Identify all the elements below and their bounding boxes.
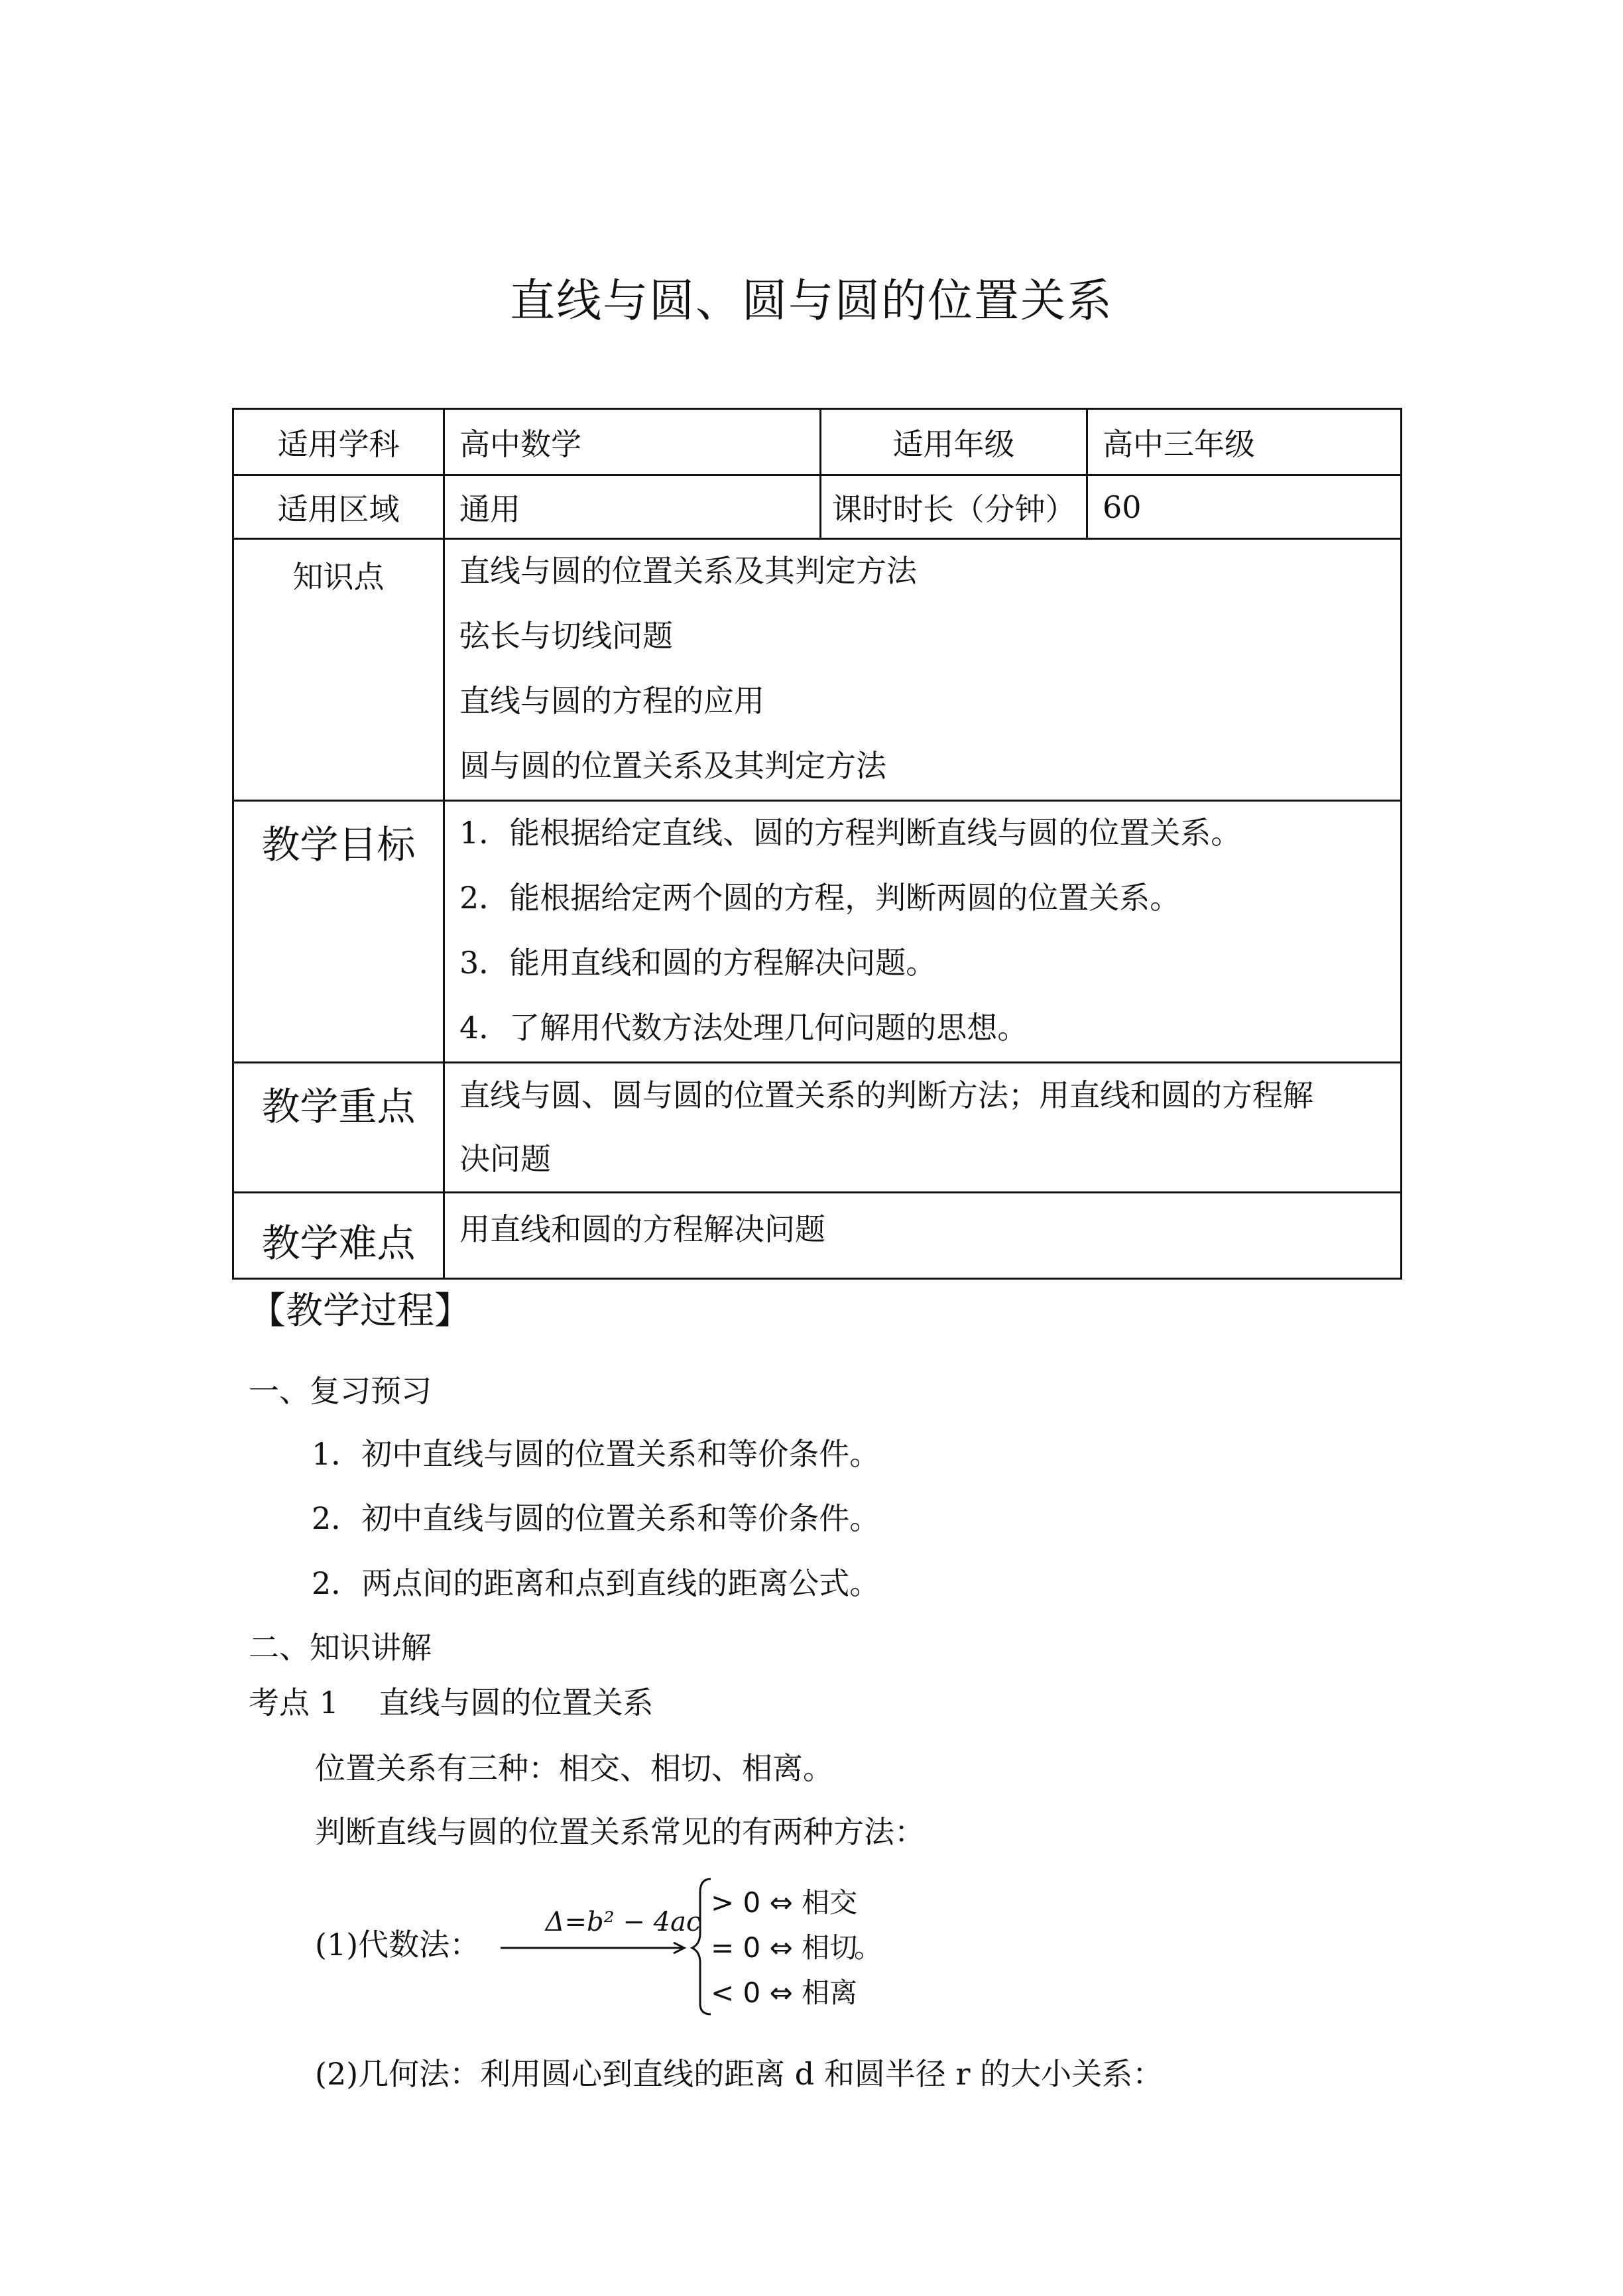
knowledge-item: 直线与圆的位置关系及其判定方法 — [459, 553, 917, 589]
section-knowledge: 二、知识讲解 — [249, 1630, 432, 1665]
region-value: 通用 — [444, 475, 821, 539]
region-label: 适用区域 — [233, 475, 444, 539]
duration-label: 课时时长（分钟） — [821, 475, 1087, 539]
formula-period: 。 — [854, 1931, 882, 1964]
review-item: 2．初中直线与圆的位置关系和等价条件。 — [312, 1500, 880, 1536]
arrow-label: Δ=b² − 4ac — [545, 1907, 701, 1937]
subject-label: 适用学科 — [233, 409, 444, 475]
goal-item: 4．了解用代数方法处理几何问题的思想。 — [459, 1010, 1028, 1046]
discriminant-formula — [491, 1870, 915, 2016]
method2-paragraph: (2)几何法：利用圆心到直线的距离 d 和圆半径 r 的大小关系： — [315, 2056, 1164, 2092]
case-separate: < 0 ⇔ 相离 — [711, 1976, 858, 2009]
case-tangent: = 0 ⇔ 相切 — [711, 1931, 858, 1964]
difficulty-value: 用直线和圆的方程解决问题 — [444, 1193, 1402, 1279]
left-brace — [692, 1879, 711, 2014]
key-points — [444, 1063, 1402, 1193]
grade-value: 高中三年级 — [1087, 409, 1402, 475]
goal-item: 1．能根据给定直线、圆的方程判断直线与圆的位置关系。 — [459, 815, 1242, 851]
difficulty-label: 教学难点 — [233, 1193, 444, 1279]
subject-value: 高中数学 — [444, 409, 821, 475]
duration-value: 60 — [1087, 475, 1402, 539]
page-title: 直线与圆、圆与圆的位置关系 — [509, 275, 1113, 328]
goals-label: 教学目标 — [233, 801, 444, 1063]
knowledge-item: 弦长与切线问题 — [459, 618, 673, 654]
method1-label: (1)代数法： — [315, 1927, 481, 1963]
teaching-goals — [444, 801, 1402, 1063]
key-line: 决问题 — [459, 1141, 551, 1177]
knowledge-points — [444, 539, 1402, 801]
key-label: 教学重点 — [233, 1063, 444, 1193]
review-item: 1．初中直线与圆的位置关系和等价条件。 — [312, 1436, 880, 1472]
paragraph: 判断直线与圆的位置关系常见的有两种方法： — [315, 1814, 925, 1850]
goal-item: 3．能用直线和圆的方程解决问题。 — [459, 945, 937, 981]
knowledge-item: 直线与圆的方程的应用 — [459, 683, 764, 719]
review-item: 2．两点间的距离和点到直线的距离公式。 — [312, 1565, 880, 1601]
grade-label: 适用年级 — [821, 409, 1087, 475]
paragraph: 位置关系有三种：相交、相切、相离。 — [315, 1750, 833, 1786]
knowledge-label-text: 知识点 — [292, 559, 385, 595]
process-heading: 【教学过程】 — [249, 1290, 471, 1333]
key-line: 直线与圆、圆与圆的位置关系的判断方法；用直线和圆的方程解 — [459, 1077, 1313, 1113]
topic-heading: 考点 1 直线与圆的位置关系 — [249, 1685, 654, 1721]
knowledge-label — [233, 539, 444, 801]
goal-item: 2．能根据给定两个圆的方程，判断两圆的位置关系。 — [459, 880, 1181, 916]
lesson-info-table — [232, 408, 1402, 1280]
case-intersect: > 0 ⇔ 相交 — [711, 1886, 858, 1919]
knowledge-item: 圆与圆的位置关系及其判定方法 — [459, 748, 886, 784]
section-review: 一、复习预习 — [249, 1373, 432, 1409]
